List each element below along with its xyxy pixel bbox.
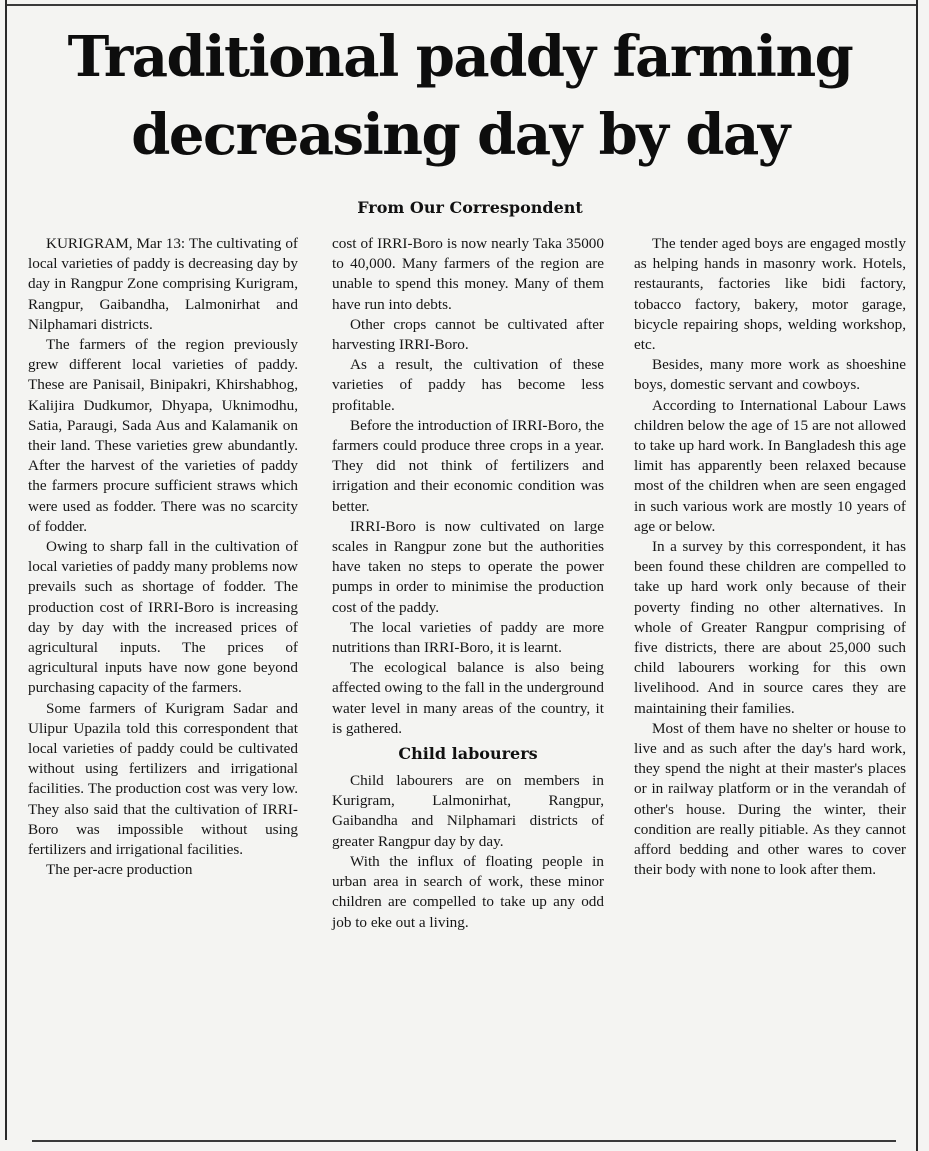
paragraph: Most of them have no shelter or house to live and as such after the day's hard work, they spend the night at their master's places or in railway platform or in the verandah of other's house. During the winter, their condition are really pitiable. As they cannot afford bedding and other wares to cover their body with none to look after them. <box>634 719 906 879</box>
paragraph: Some farmers of Kurigram Sadar and Ulipur Upazila told this correspondent that local varieties of paddy could be cultivated without using fertilizers and irrigational facilities. The production cost was very low. They also said that the cultivation of IRRI-Boro was impossible without using fertilizers and irrigational facilities. <box>28 699 298 859</box>
paragraph: Besides, many more work as shoeshine boys, domestic servant and cowboys. <box>634 356 906 394</box>
paragraph: KURIGRAM, Mar 13: The cultivating of local varieties of paddy is decreasing day by day in Rangpur Zone comprising Kurigram, Rangpur, Gaibandha, Lalmonirhat and Nilphamari districts. <box>28 235 298 333</box>
paragraph: IRRI-Boro is now cultivated on large scales in Rangpur zone but the authorities have taken no steps to operate the power pumps in order to minimise the production cost of the paddy. <box>332 517 604 616</box>
paragraph: According to International Labour Laws children below the age of 15 are not allowed to take up hard work. In Bangladesh this age limit has apparently been relaxed because most of the children when are seen engaged in such various work are mostly 10 years of age or below. <box>634 396 906 535</box>
paragraph: Before the introduction of IRRI-Boro, the farmers could produce three crops in a year. They did not think of fertilizers and irrigation and their economic condition was better. <box>332 416 604 515</box>
paragraph: The tender aged boys are engaged mostly as helping hands in masonry work. Hotels, restaurants, factories like bidi factory, tobacco factory, bakery, motor garage, bicycle repairing shops, welding workshop, etc. <box>634 235 906 354</box>
headline <box>10 18 910 174</box>
frame-left-rule <box>5 0 7 1140</box>
paragraph: Child labourers are on members in Kurigram, Lalmonirhat, Rangpur, Gaibandha and Nilphamari districts of greater Rangpur day by day. <box>332 772 604 850</box>
paragraph: In a survey by this correspondent, it has been found these children are compelled to take up hard work only because of their poverty finding no other alternatives. In whole of Greater Rangpur comprising of five districts, there are about 25,000 such child labourers working for this own livelihood. And in source cares they are maintaining their families. <box>634 538 906 717</box>
frame-right-rule <box>916 0 918 1151</box>
paragraph: The per-acre production <box>46 861 193 879</box>
column-2 <box>332 234 604 933</box>
byline: From Our Correspondent <box>357 198 583 217</box>
headline-line-2: decreasing day by day <box>131 102 789 168</box>
paragraph: With the influx of floating people in urban area in search of work, these minor children are compelled to take up any odd job to eke out a living. <box>332 852 604 931</box>
paragraph: As a result, the cultivation of these varieties of paddy has become less profitable. <box>332 356 604 414</box>
column-3 <box>634 234 906 881</box>
headline-line-1: Traditional paddy farming <box>67 24 853 90</box>
paragraph: Owing to sharp fall in the cultivation of local varieties of paddy many problems now prevails such as shortage of fodder. The production cost of IRRI-Boro is increasing day by day with the increased prices of agricultural inputs. The prices of agricultural inputs have now gone beyond purchasing capacity of the farmers. <box>28 538 298 697</box>
paragraph: The farmers of the region previously grew different local varieties of paddy. These are Panisail, Binipakri, Khirshabhog, Kalijira Dudkumor, Dhyapa, Uknimodhu, Satia, Paraugi, Sada Aus and Kalamanik on their land. These varieties grew abundantly. After the harvest of the varieties of paddy the farmers procure sufficient straws which were used as fodder. There was no scarcity of fodder. <box>28 336 298 535</box>
subheading-child-labourers: Child labourers <box>398 744 538 764</box>
paragraph: Other crops cannot be cultivated after harvesting IRRI-Boro. <box>332 315 604 354</box>
paragraph: cost of IRRI-Boro is now nearly Taka 35000 to 40,000. Many farmers of the region are unable to spend this money. Many of them have run into debts. <box>332 235 604 313</box>
column-1 <box>28 234 298 881</box>
frame-bottom-rule <box>32 1140 896 1142</box>
frame-top-rule <box>5 4 918 6</box>
paragraph: The local varieties of paddy are more nutritions than IRRI-Boro, it is learnt. <box>332 618 604 657</box>
paragraph: The ecological balance is also being affected owing to the fall in the underground water level in many areas of the country, it is gathered. <box>332 659 604 737</box>
